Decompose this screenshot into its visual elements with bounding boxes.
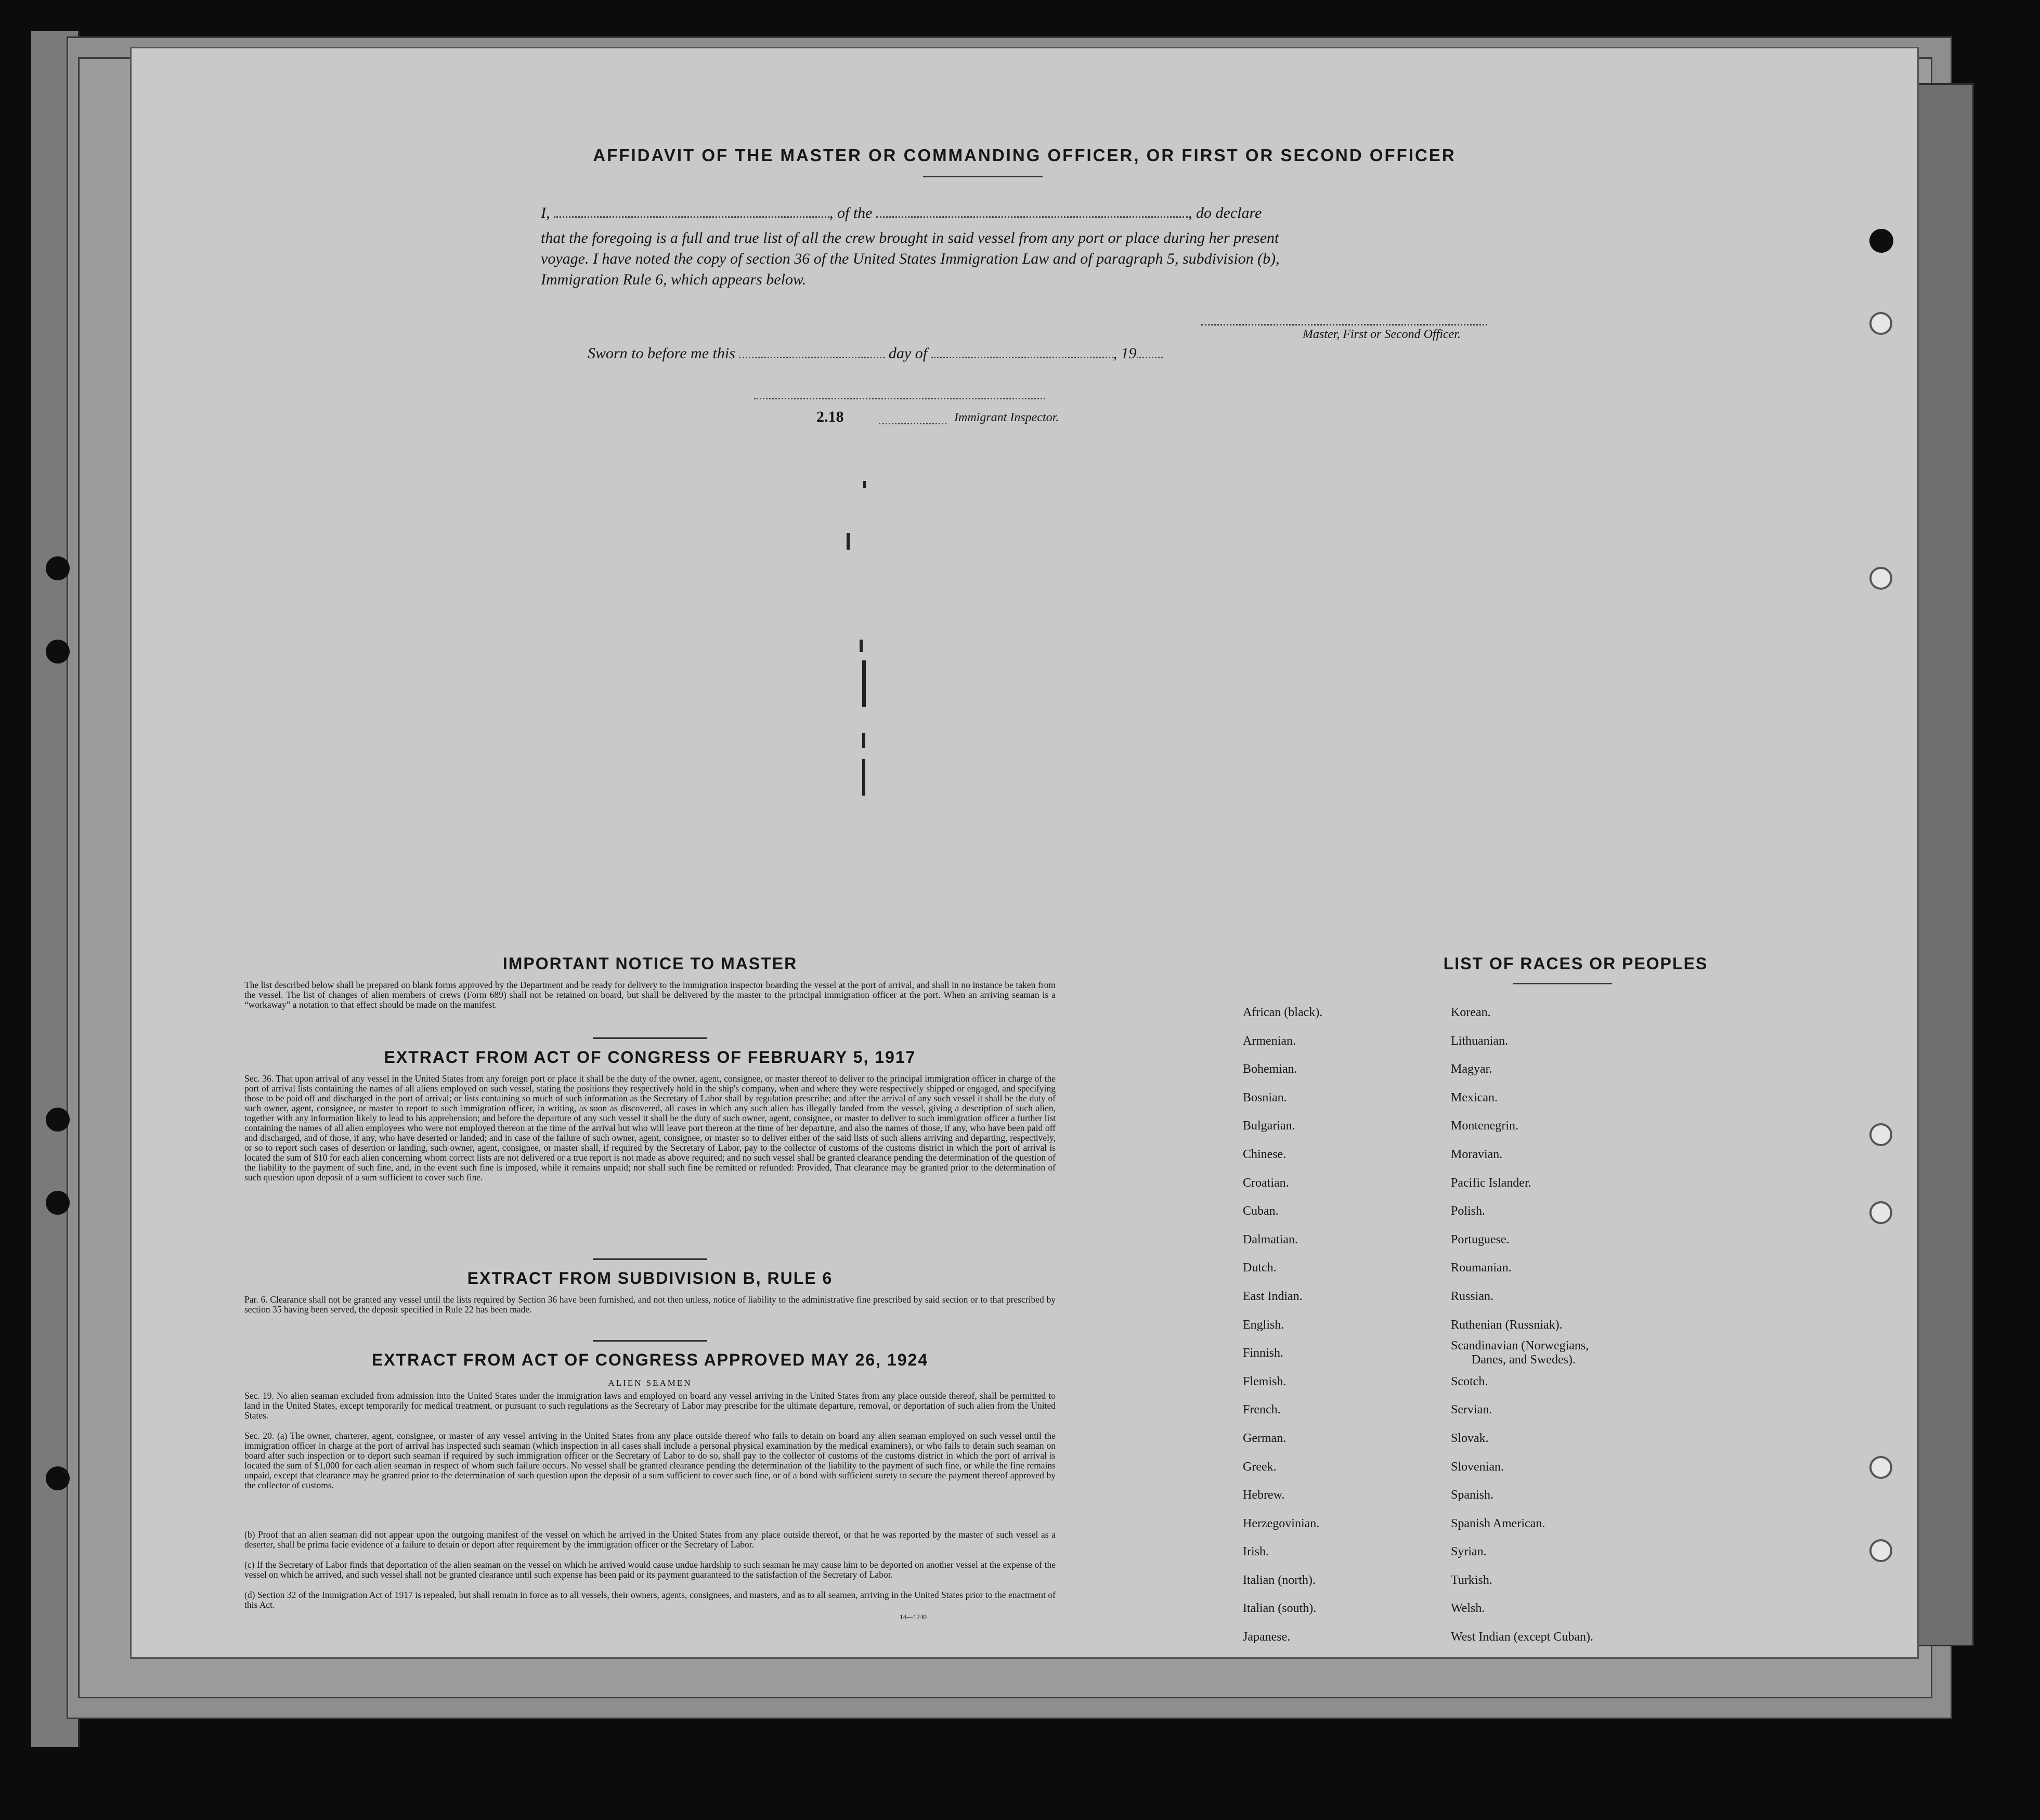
race-entry: Dutch. — [1243, 1261, 1277, 1275]
section-rule — [593, 1340, 707, 1342]
race-entry: Italian (south). — [1243, 1602, 1317, 1616]
sworn-line: Sworn to before me this day of , 19 — [588, 343, 1316, 364]
inspector-signature-line[interactable] — [754, 396, 1045, 399]
ink-mark — [847, 533, 850, 550]
document-page — [130, 47, 1919, 1659]
race-entry: Irish. — [1243, 1545, 1269, 1559]
punch-hole — [46, 1108, 70, 1132]
race-entry: Bulgarian. — [1243, 1119, 1295, 1133]
race-entry: French. — [1243, 1403, 1281, 1417]
race-entry: West Indian (except Cuban). — [1451, 1630, 1593, 1644]
section-rule — [593, 1037, 707, 1039]
race-entry: Scandinavian (Norwegians, — [1451, 1339, 1589, 1353]
section-20b-text: (b) Proof that an alien seaman did not appear upon the outgoing manifest of the vessel on which he arrived in the United States from any place outside thereof, or that he was reported by the master of such vessel as a deserter, shall be prima facie evidence of a failure to detain or deport after requirement by the immigration officer or the Secretary of Labor. — [244, 1529, 1056, 1550]
affidavit-line-1: I, , of the , do declare — [541, 204, 1262, 222]
affidavit-line-3: voyage. I have noted the copy of section 36 of the United States Immigration Law and of paragraph 5, subdivision (b), — [541, 250, 1280, 267]
punch-hole — [1869, 1456, 1892, 1479]
subdivision-b-text: Par. 6. Clearance shall not be granted any vessel until the lists required by Section 36 have been furnished, and not then unless, notice of liability to the administrative fine prescribed by said section or to that prescribed by section 35 having been served, the deposit specified in Rule 22 has been made. — [244, 1294, 1056, 1315]
extract-1917-title: EXTRACT FROM ACT OF CONGRESS OF FEBRUARY 5, 1917 — [384, 1048, 916, 1067]
race-entry: Bohemian. — [1243, 1062, 1297, 1076]
race-entry: East Indian. — [1243, 1289, 1303, 1303]
inspector-caption: Immigrant Inspector. — [954, 411, 1059, 424]
race-entry: Herzegovinian. — [1243, 1516, 1320, 1530]
section-20a-text: Sec. 20. (a) The owner, charterer, agent, consignee, or master of any vessel arriving in the United States from any place outside thereof who fails to detain on board any alien seaman employed on such vessel until the immigration officer in charge at the port of arrival has inspected such seaman (which inspection in all cases shall include a personal physical examination by the medical examiners), or who fails to detain such seaman on board after such inspection or to deport such seaman if required by such immigration officer or the Secretary of Labor to do so, shall pay to the collector of customs of the customs district in which the port of arrival is located the sum of $1,000 for each alien seaman in respect of whom such failure occurs. No vessel shall be granted clearance pending the determination of the liability to the payment of such fine, or while the fine remains unpaid, except that clearance may be granted prior to the determination of such question upon the deposit of a sum sufficient to cover such fine, or of a bond with sufficient surety to secure the payment thereof approved by the collector of customs. — [244, 1431, 1056, 1490]
ink-mark — [863, 481, 866, 488]
punch-hole — [1869, 1123, 1892, 1146]
punch-hole — [1869, 312, 1892, 335]
race-entry: Russian. — [1451, 1289, 1494, 1303]
subdivision-b-title: EXTRACT FROM SUBDIVISION B, RULE 6 — [467, 1269, 833, 1288]
race-entry: Bosnian. — [1243, 1090, 1287, 1104]
race-entry: Welsh. — [1451, 1602, 1485, 1616]
signature-line[interactable] — [1201, 322, 1487, 326]
race-entry: Slovak. — [1451, 1431, 1489, 1445]
extract-1917-text: Sec. 36. That upon arrival of any vessel in the United States from any foreign port or place it shall be the duty of the owner, agent, consignee, or master thereof to deliver to the principal immigration officer in charge of the port of arrival lists containing the names of all aliens employed on such vessel, stating the positions they respectively hold in the ship's company, when and where they were respectively shipped or engaged, and specifying those to be paid off and discharged in the port of arrival; or lists containing so much of such information as the Secretary of Labor shall by regulation prescribe; and after the arrival of any such vessel it shall be the duty of such owner, agent, consignee, or master to report to such immigration officer, in writing, as soon as discovered, all cases in which any such alien has illegally landed from the vessel, giving a description of such alien, together with any information likely to lead to his apprehension; and before the departure of any such vessel it shall be the duty of such owner, agent, consignee, or master to deliver to such immigration officer a further list containing the names of all alien employees who were not employed thereon at the time of the arrival but who will leave port thereon at the time of her departure, and also the names of those, if any, who have been paid off and discharged, and of those, if any, who have deserted or landed; and in case of the failure of such owner, agent, consignee, or master so to deliver either of the said lists of such aliens arriving and departing, respectively, or so to report such cases of desertion or landing, such owner, agent, consignee, or master shall, if required by the Secretary of Labor, pay to the collector of customs of the customs district in which the port of arrival is located the sum of $10 for each alien concerning whom correct lists are not delivered or a true report is not made as above required; and no such vessel shall be granted clearance pending the determination of the question of the liability to the payment of such fine, and, in the event such fine is imposed, while it remains unpaid; nor shall such fine be remitted or refunded: Provided, That clearance may be granted prior to the determination of such question upon deposit of a sum sufficient to cover such fine. — [244, 1073, 1056, 1182]
race-entry: Lithuanian. — [1451, 1034, 1508, 1048]
race-entry: Italian (north). — [1243, 1573, 1316, 1587]
affidavit-line-2: that the foregoing is a full and true list of all the crew brought in said vessel from any port or place during her present — [541, 229, 1279, 246]
races-left-column — [1243, 998, 1322, 1652]
punch-hole — [1869, 229, 1893, 253]
extract-1924-title: EXTRACT FROM ACT OF CONGRESS APPROVED MAY 26, 1924 — [371, 1350, 929, 1369]
affidavit-line-4: Immigration Rule 6, which appears below. — [541, 271, 807, 288]
race-entry: Polish. — [1451, 1204, 1486, 1218]
punch-hole — [46, 640, 70, 664]
race-entry: Portuguese. — [1451, 1232, 1510, 1246]
section-rule — [593, 1258, 707, 1260]
punch-hole — [46, 556, 70, 580]
affidavit-title: AFFIDAVIT OF THE MASTER OR COMMANDING OFFICER, OR FIRST OR SECOND OFFICER — [593, 146, 1456, 165]
race-entry: Spanish American. — [1451, 1516, 1545, 1530]
race-entry: English. — [1243, 1318, 1284, 1332]
section-20c-text: (c) If the Secretary of Labor finds that deportation of the alien seaman on the vessel on which he arrived would cause undue hardship to such seaman he may cause him to be deported on another vessel at the expense of the vessel on which he arrived, and such vessel shall not be granted clearance until such expense has been paid or its payment guaranteed to the satisfaction of the Secretary of Labor. — [244, 1559, 1056, 1580]
name-blank[interactable] — [554, 212, 829, 218]
alien-seamen-subtitle: ALIEN SEAMEN — [608, 1378, 692, 1388]
race-entry: Moravian. — [1451, 1147, 1503, 1161]
race-entry: Finnish. — [1243, 1346, 1284, 1360]
punch-hole — [46, 1191, 70, 1215]
race-entry: Magyar. — [1451, 1062, 1492, 1076]
race-entry: Roumanian. — [1451, 1261, 1512, 1275]
race-entry: Spanish. — [1451, 1488, 1494, 1502]
handwritten-mark: 2.18 — [816, 408, 844, 425]
section-20d-text: (d) Section 32 of the Immigration Act of 1917 is repealed, but shall remain in force as to all vessels, their owners, agents, consignees, and masters, and as to all seamen, arriving in the United States prior to the enactment of this Act. — [244, 1590, 1056, 1610]
race-entry: Ruthenian (Russniak). — [1451, 1318, 1563, 1332]
race-entry: German. — [1243, 1431, 1287, 1445]
signature-caption: Master, First or Second Officer. — [1303, 328, 1461, 341]
race-entry: Scotch. — [1451, 1374, 1488, 1388]
race-entry: African (black). — [1243, 1006, 1323, 1019]
punch-hole — [1869, 567, 1892, 590]
races-title: LIST OF RACES OR PEOPLES — [1443, 954, 1708, 973]
punch-hole — [1869, 1539, 1892, 1562]
ink-mark — [862, 733, 865, 748]
race-entry: Croatian. — [1243, 1176, 1289, 1190]
race-entry: Hebrew. — [1243, 1488, 1285, 1502]
race-entry: Mexican. — [1451, 1090, 1498, 1104]
races-right-column — [1451, 998, 1593, 1652]
ink-mark — [860, 640, 863, 652]
race-entry: Slovenian. — [1451, 1460, 1504, 1474]
race-entry: Syrian. — [1451, 1545, 1487, 1559]
ink-mark — [862, 660, 866, 707]
race-entry: Chinese. — [1243, 1147, 1287, 1161]
race-entry: Danes, and Swedes). — [1472, 1353, 1576, 1367]
race-entry: Servian. — [1451, 1403, 1492, 1417]
race-entry: Cuban. — [1243, 1204, 1279, 1218]
form-number: 14—1240 — [900, 1613, 927, 1621]
sworn-month-blank[interactable] — [931, 353, 1113, 358]
races-title-rule — [1513, 983, 1612, 984]
race-entry: Turkish. — [1451, 1573, 1492, 1587]
race-entry: Armenian. — [1243, 1034, 1296, 1048]
race-entry: Korean. — [1451, 1006, 1491, 1019]
punch-hole — [46, 1466, 70, 1490]
race-entry: Montenegrin. — [1451, 1119, 1518, 1133]
race-entry: Japanese. — [1243, 1630, 1291, 1644]
inspector-dots — [879, 421, 946, 424]
race-entry: Dalmatian. — [1243, 1232, 1298, 1246]
ink-mark — [862, 759, 865, 796]
section-19-text: Sec. 19. No alien seaman excluded from admission into the United States under the immigration laws and employed on board any vessel arriving in the United States from any place outside thereof, shall be permitted to land in the United States, except temporarily for medical treatment, or pursuant to such regulations as the Secretary of Labor may prescribe for the ultimate departure, removal, or deportation of such alien from the United States. — [244, 1390, 1056, 1421]
race-entry: Greek. — [1243, 1460, 1277, 1474]
race-entry: Flemish. — [1243, 1374, 1287, 1388]
sworn-year-blank[interactable] — [1137, 353, 1163, 358]
vessel-blank[interactable] — [876, 212, 1188, 218]
notice-title: IMPORTANT NOTICE TO MASTER — [502, 954, 798, 973]
notice-text: The list described below shall be prepared on blank forms approved by the Department and be ready for delivery to the immigration inspector boarding the vessel at the port of arrival, and shall in no instance be taken from the vessel. The list of changes of alien members of crews (Form 689) shall not be retained on board, but shall be delivered by the master to the principal immigration officer at the port. When an arriving seaman is a “workaway” a notation to that effect should be made on the manifest. — [244, 980, 1056, 1010]
race-entry: Pacific Islander. — [1451, 1176, 1531, 1190]
sworn-day-blank[interactable] — [739, 353, 885, 358]
title-rule — [923, 176, 1043, 177]
punch-hole — [1869, 1201, 1892, 1224]
